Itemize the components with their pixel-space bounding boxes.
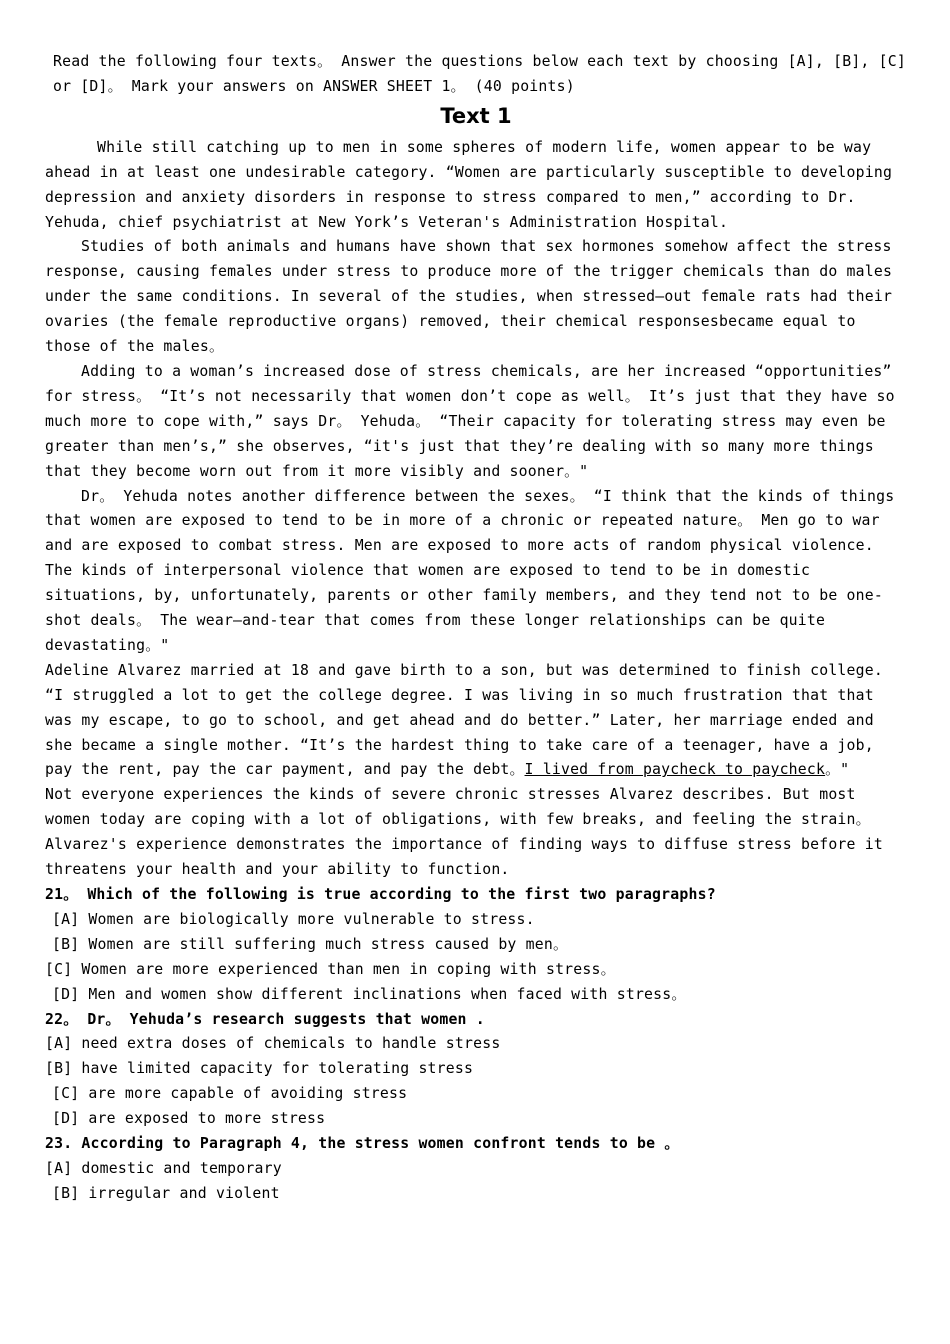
- question-21-option-d: [D] Men and women show different inclinations when faced with stress。: [52, 985, 687, 1003]
- question-21-stem: 21。 Which of the following is true according to the first two paragraphs?: [45, 886, 716, 903]
- question-22-option-a: [A] need extra doses of chemicals to handle stress: [45, 1035, 501, 1053]
- question-22-option-b: [B] have limited capacity for tolerating stress: [45, 1060, 474, 1078]
- document-page: [45, 50, 907, 1207]
- question-22-option-c: [C] are more capable of avoiding stress: [52, 1085, 408, 1103]
- instructions: Read the following four texts。 Answer the questions below each text by choosing [A], [B], [C] or [D]。 Mark your answers on ANSWER SHEET 1。 (40 points): [53, 53, 906, 95]
- paragraph-5-main: Adeline Alvarez married at 18 and gave birth to a son, but was determined to finish college. “I struggled a lot to get the college degree. I was living in so much frustration that that was my escape, to go to school, and get ahead and do better.” Later, her marriage ended and she became a single mother. “It’s the hardest thing to take care of a teenager, have a job, pay the rent, pay the car payment, and pay the debt。: [45, 661, 883, 779]
- paragraph-3: Adding to a woman’s increased dose of stress chemicals, are her increased “opportunities” for stress。 “It’s not necessarily that women don’t cope as well。 It’s just that they have so much more to cope with,” says Dr。 Yehuda。 “Their capacity for tolerating stress may even be greater than men’s,” she observes, “it's just that they’re dealing with so many more things that they become worn out from it more visibly and sooner。": [45, 362, 895, 480]
- paragraph-5: [45, 659, 907, 784]
- question-22-stem: 22。 Dr。 Yehuda’s research suggests that women .: [45, 1010, 485, 1028]
- question-23-option-b: [B] irregular and violent: [52, 1184, 280, 1202]
- question-23-stem: 23. According to Paragraph 4, the stress women confront tends to be 。: [45, 1135, 680, 1153]
- paragraph-2: Studies of both animals and humans have shown that sex hormones somehow affect the stress response, causing females under stress to produce more of the trigger chemicals than do males under the same conditions. In several of the studies, when stressed—out female rats had their ovaries (the female reproductive organs) removed, their chemical responsesbecame equal to those of the males。: [45, 238, 893, 356]
- paragraph-1: While still catching up to men in some spheres of modern life, women appear to be way ahead in at least one undesirable category. “Women are particularly susceptible to developing depression and anxiety disorders in response to stress compared to men,” according to Dr. Yehuda, chief psychiatrist at New York’s Veteran's Administration Hospital.: [45, 138, 893, 231]
- question-21-option-b: [B] Women are still suffering much stress caused by men。: [52, 935, 568, 953]
- question-23-option-a: [A] domestic and temporary: [45, 1159, 282, 1177]
- paragraph-4: Dr。 Yehuda notes another difference between the sexes。 “I think that the kinds of things that women are exposed to tend to be in more of a chronic or repeated nature。 Men go to war and are exposed to combat stress. Men are exposed to more acts of random physical violence. The kinds of interpersonal violence that women are exposed to tend to be in domestic situations, by, unfortunately, parents or other family members, and they tend not to be one-shot deals。 The wear—and-tear that comes from these longer relationships can be quite devastating。": [45, 487, 895, 654]
- paragraph-6: Not everyone experiences the kinds of severe chronic stresses Alvarez describes. But most women today are coping with a lot of obligations, with few breaks, and feeling the strain。 Alvarez's experience demonstrates the importance of finding ways to diffuse stress before it threatens your health and your ability to function.: [45, 786, 883, 879]
- paragraph-5-end: 。": [825, 761, 850, 779]
- paragraph-5-underlined: I lived from paycheck to paycheck: [524, 761, 826, 779]
- text-title: Text 1: [440, 103, 512, 128]
- question-21-option-c: [C] Women are more experienced than men in coping with stress。: [45, 960, 616, 978]
- question-21-option-a: [A] Women are biologically more vulnerable to stress.: [52, 910, 535, 928]
- question-22-option-d: [D] are exposed to more stress: [52, 1110, 326, 1128]
